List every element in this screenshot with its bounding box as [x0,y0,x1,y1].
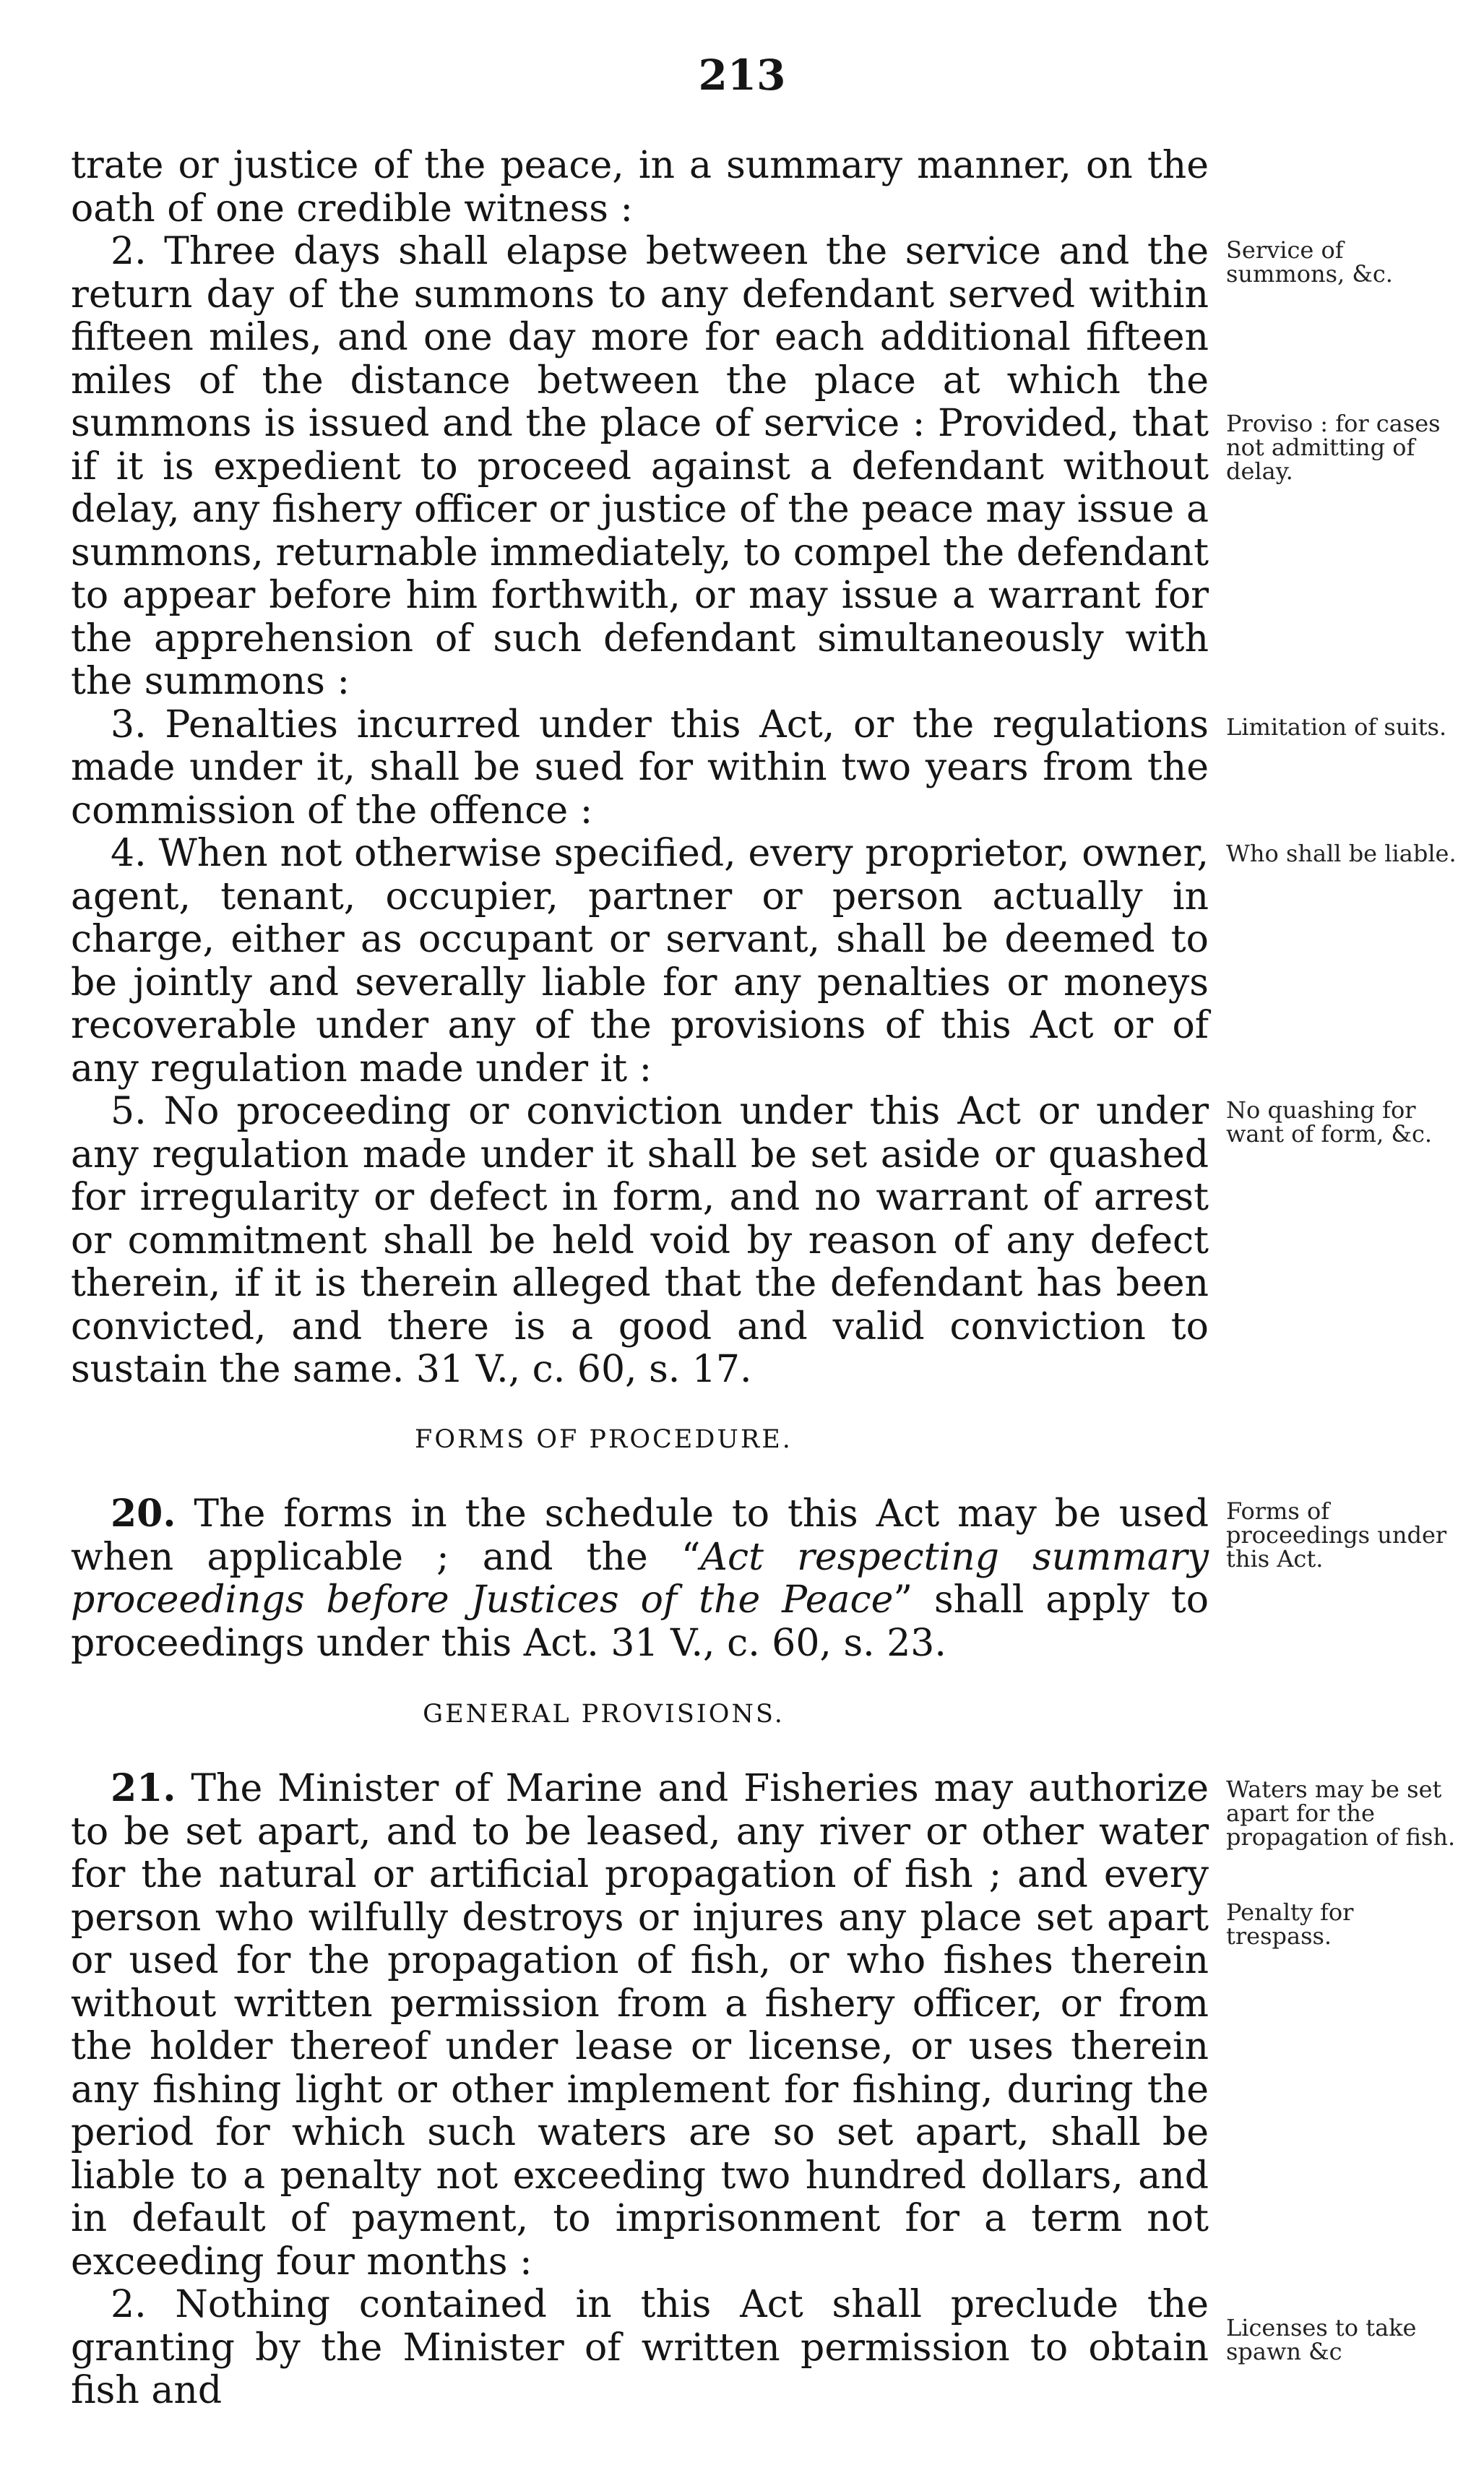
paragraph-sub-2-licenses: 2. Nothing contained in this Act shall preclude the granting by the Minister of written permission to obtain fish and [71,2283,1209,2412]
section-21-text: The Minister of Marine and Fisheries may authorize to be set apart, and to be leased, any river or other water for the natural or artificial propagation of fish ; and every person who wilfully destroys or injures any place set apart or used for the propagation of fish, or who fishes therein without written permission from a fishery officer, or from the holder thereof under lease or license, or uses therein any fishing light or other implement for fishing, during the period for which such waters are so set apart, shall be liable to a penalty not exceeding two hundred dollars, and in default of payment, to imprisonment for a term not exceeding four months : [71,1767,1209,2284]
heading-general-provisions: GENERAL PROVISIONS. [423,1700,785,1729]
section-20-text-a: The forms in the schedule to this Act may be used when applicable ; and the “ [71,1492,1209,1579]
section-21-body [71,1767,1209,2413]
margin-note-licenses: Licenses to take spawn &c [1226,2314,1417,2365]
margin-note-liable: Who shall be liable. [1226,840,1457,867]
margin-note-forms: Forms of proceedings under this Act. [1226,1497,1447,1573]
margin-note-service: Service of summons, &c. [1226,236,1393,288]
section-20-body [71,1492,1209,1665]
paragraph-continuation: trate or justice of the peace, in a summary manner, on the oath of one credible witness : [71,144,1209,231]
margin-note-waters: Waters may be set apart for the propagation of fish. [1226,1776,1456,1851]
section-20-text-b: ” shall apply to proceedings under this Act. 31 V., c. 60, s. 23. [71,1578,1209,1665]
heading-forms-of-procedure: FORMS OF PROCEDURE. [415,1425,793,1454]
page-number: 213 [698,51,786,100]
paragraph-section-21 [71,1767,1209,2284]
paragraph-sub-5: 5. No proceeding or conviction under this Act or under any regulation made under it shall be set aside or quashed for irregularity or defect in form, and no warrant of arrest or commitment shall be held void by reason of any defect therein, if it is therein alleged that the defendant has been convicted, and there is a good and valid conviction to sustain the same. 31 V., c. 60, s. 17. [71,1090,1209,1391]
paragraph-section-20 [71,1492,1209,1665]
paragraph-sub-2: 2. Three days shall elapse between the service and the return day of the summons to any defendant served within fifteen miles, and one day more for each additional fifteen miles of the distance between the place at which the summons is issued and the place of service : Provided, that if it is expedient to proceed against a defendant without delay, any fishery officer or justice of the peace may issue a summons, returnable immediately, to compel the defendant to appear before him forthwith, or may issue a warrant for the apprehension of such defendant simultaneously with the summons : [71,230,1209,703]
paragraph-sub-3: 3. Penalties incurred under this Act, or the regulations made under it, shall be sued for within two years from the commission of the offence : [71,702,1209,833]
paragraph-sub-4: 4. When not otherwise specified, every proprietor, owner, agent, tenant, occupier, partner or person actually in charge, either as occupant or servant, shall be deemed to be jointly and severally liable for any penalties or moneys recoverable under any of the provisions of this Act or of any regulation made under it : [71,832,1209,1091]
margin-note-limitation: Limitation of suits. [1226,713,1447,741]
margin-note-quashing: No quashing for want of form, &c. [1226,1096,1433,1148]
margin-note-proviso: Proviso : for cases not admitting of delay. [1226,410,1441,485]
section-number: 21. [111,1766,176,1810]
section-19-body [71,145,1209,1392]
margin-note-penalty: Penalty for trespass. [1226,1898,1354,1950]
act-title-italic: Act respecting summary proceedings before Justices of the Peace [71,1535,1209,1622]
section-number: 20. [111,1492,176,1536]
